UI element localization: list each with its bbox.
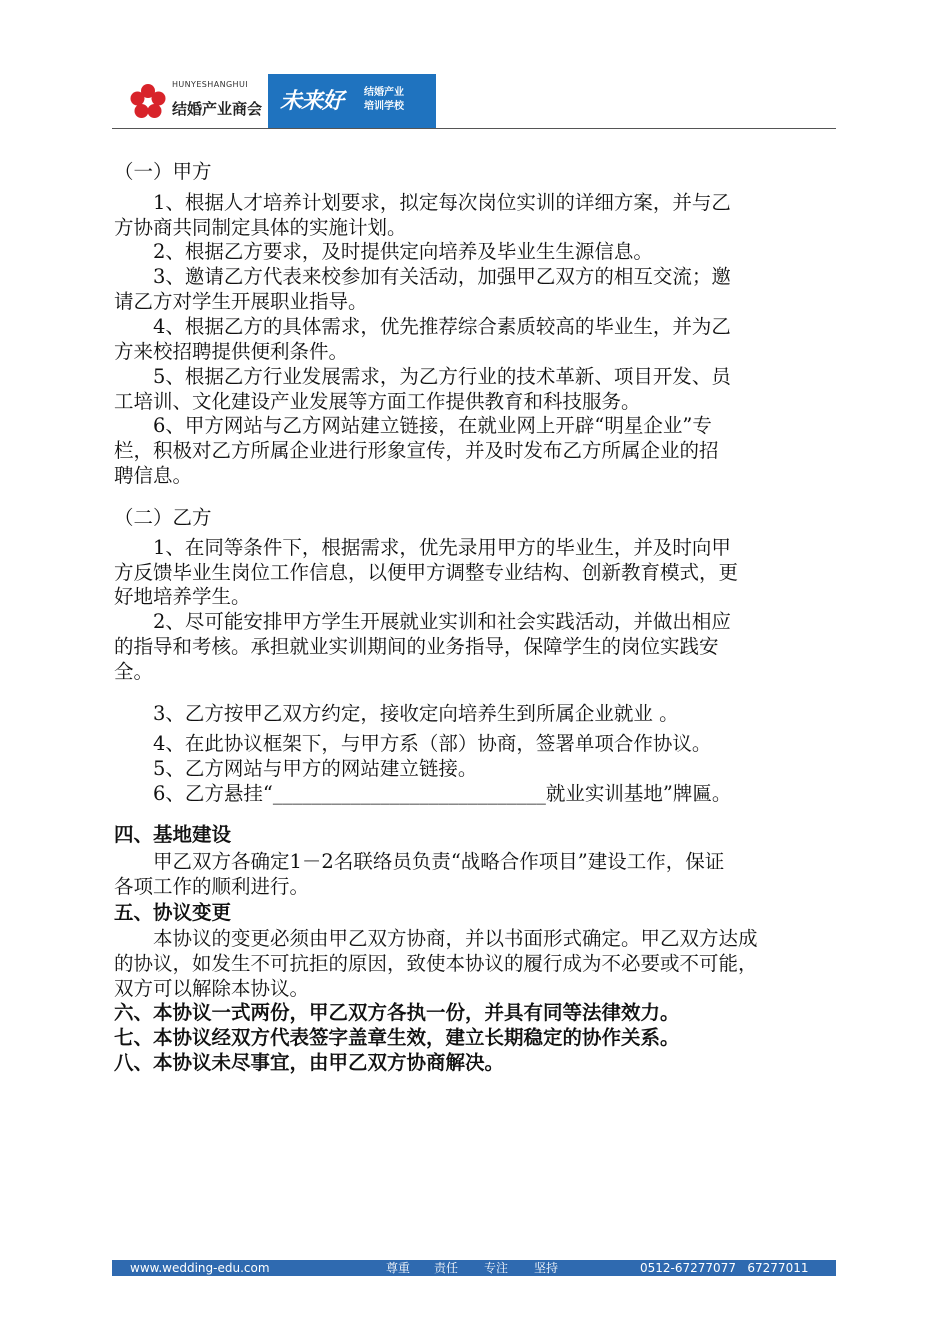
paragraph-line: 的指导和考核。承担就业实训期间的业务指导，保障学生的岗位实践安 <box>114 635 719 658</box>
paragraph-line: 5、乙方网站与甲方的网站建立链接。 <box>114 757 478 780</box>
footer-phone: 0512-67277077 67277011 <box>640 1261 809 1275</box>
chamber-name-en: HUNYESHANGHUI <box>172 80 248 89</box>
paragraph-line: 方来校招聘提供便利条件。 <box>114 340 349 363</box>
paragraph-line: 6、乙方悬挂“____________________________就业实训基地”牌匾。 <box>114 782 732 805</box>
clause-eight: 八、本协议未尽事宜，由甲乙双方协商解决。 <box>114 1051 505 1074</box>
paragraph-line: 3、乙方按甲乙双方约定，接收定向培养生到所属企业就业 。 <box>114 702 679 725</box>
paragraph-line: 1、根据人才培养计划要求，拟定每次岗位实训的详细方案，并与乙 <box>114 191 731 214</box>
paragraph-line: 聘信息。 <box>114 464 193 487</box>
section-heading-party-a: （一）甲方 <box>114 160 212 183</box>
paragraph-line: 4、根据乙方的具体需求，优先推荐综合素质较高的毕业生，并为乙 <box>114 315 731 338</box>
school-brand-tagline <box>364 86 404 114</box>
paragraph-line: 栏，积极对乙方所属企业进行形象宣传，并及时发布乙方所属企业的招 <box>114 439 719 462</box>
chamber-logo <box>112 74 268 128</box>
footer-value-3: 专注 <box>484 1261 509 1275</box>
paragraph-line: 6、甲方网站与乙方网站建立链接，在就业网上开辟“明星企业”专 <box>114 414 712 437</box>
paragraph-line: 甲乙双方各确定1－2名联络员负责“战略合作项目”建设工作，保证 <box>114 850 725 873</box>
footer-value-2: 责任 <box>434 1261 459 1275</box>
chamber-name-cn: 结婚产业商会 <box>172 100 263 118</box>
section-heading-base: 四、基地建设 <box>114 823 232 846</box>
paragraph-line: 5、根据乙方行业发展需求，为乙方行业的技术革新、项目开发、员 <box>114 365 731 388</box>
footer-value-1: 尊重 <box>386 1261 411 1275</box>
school-logo <box>268 74 436 128</box>
page-footer <box>112 1260 836 1276</box>
tagline-line-2: 培训学校 <box>364 101 404 112</box>
paragraph-line: 方反馈毕业生岗位工作信息，以便甲方调整专业结构、创新教育模式，更 <box>114 561 739 584</box>
paragraph-line: 各项工作的顺利进行。 <box>114 875 310 898</box>
paragraph-line: 双方可以解除本协议。 <box>114 977 310 1000</box>
paragraph-line: 全。 <box>114 660 154 683</box>
tagline-line-1: 结婚产业 <box>364 87 404 98</box>
section-heading-change: 五、协议变更 <box>114 901 232 924</box>
paragraph-line: 方协商共同制定具体的实施计划。 <box>114 216 407 239</box>
paragraph-line: 3、邀请乙方代表来校参加有关活动，加强甲乙双方的相互交流；邀 <box>114 265 731 288</box>
paragraph-line: 2、尽可能安排甲方学生开展就业实训和社会实践活动，并做出相应 <box>114 610 731 633</box>
footer-website: www.wedding-edu.com <box>130 1261 270 1275</box>
page-header <box>112 74 836 129</box>
flower-logo-icon <box>128 82 168 122</box>
footer-value-4: 坚持 <box>534 1261 559 1275</box>
paragraph-line: 的协议，如发生不可抗拒的原因，致使本协议的履行成为不必要或不可能， <box>114 952 758 975</box>
paragraph-line: 2、根据乙方要求，及时提供定向培养及毕业生生源信息。 <box>114 240 653 263</box>
paragraph-line: 请乙方对学生开展职业指导。 <box>114 290 368 313</box>
clause-seven: 七、本协议经双方代表签字盖章生效，建立长期稳定的协作关系。 <box>114 1026 680 1049</box>
header-divider <box>112 128 836 129</box>
section-heading-party-b: （二）乙方 <box>114 506 212 529</box>
paragraph-line: 工培训、文化建设产业发展等方面工作提供教育和科技服务。 <box>114 390 641 413</box>
paragraph-line: 1、在同等条件下，根据需求，优先录用甲方的毕业生，并及时向甲 <box>114 536 731 559</box>
paragraph-line: 4、在此协议框架下，与甲方系（部）协商，签署单项合作协议。 <box>114 732 712 755</box>
school-brand-name: 未来好 <box>280 89 344 114</box>
clause-six: 六、本协议一式两份，甲乙双方各执一份，并具有同等法律效力。 <box>114 1001 680 1024</box>
paragraph-line: 好地培养学生。 <box>114 585 251 608</box>
paragraph-line: 本协议的变更必须由甲乙双方协商，并以书面形式确定。甲乙双方达成 <box>114 927 758 950</box>
